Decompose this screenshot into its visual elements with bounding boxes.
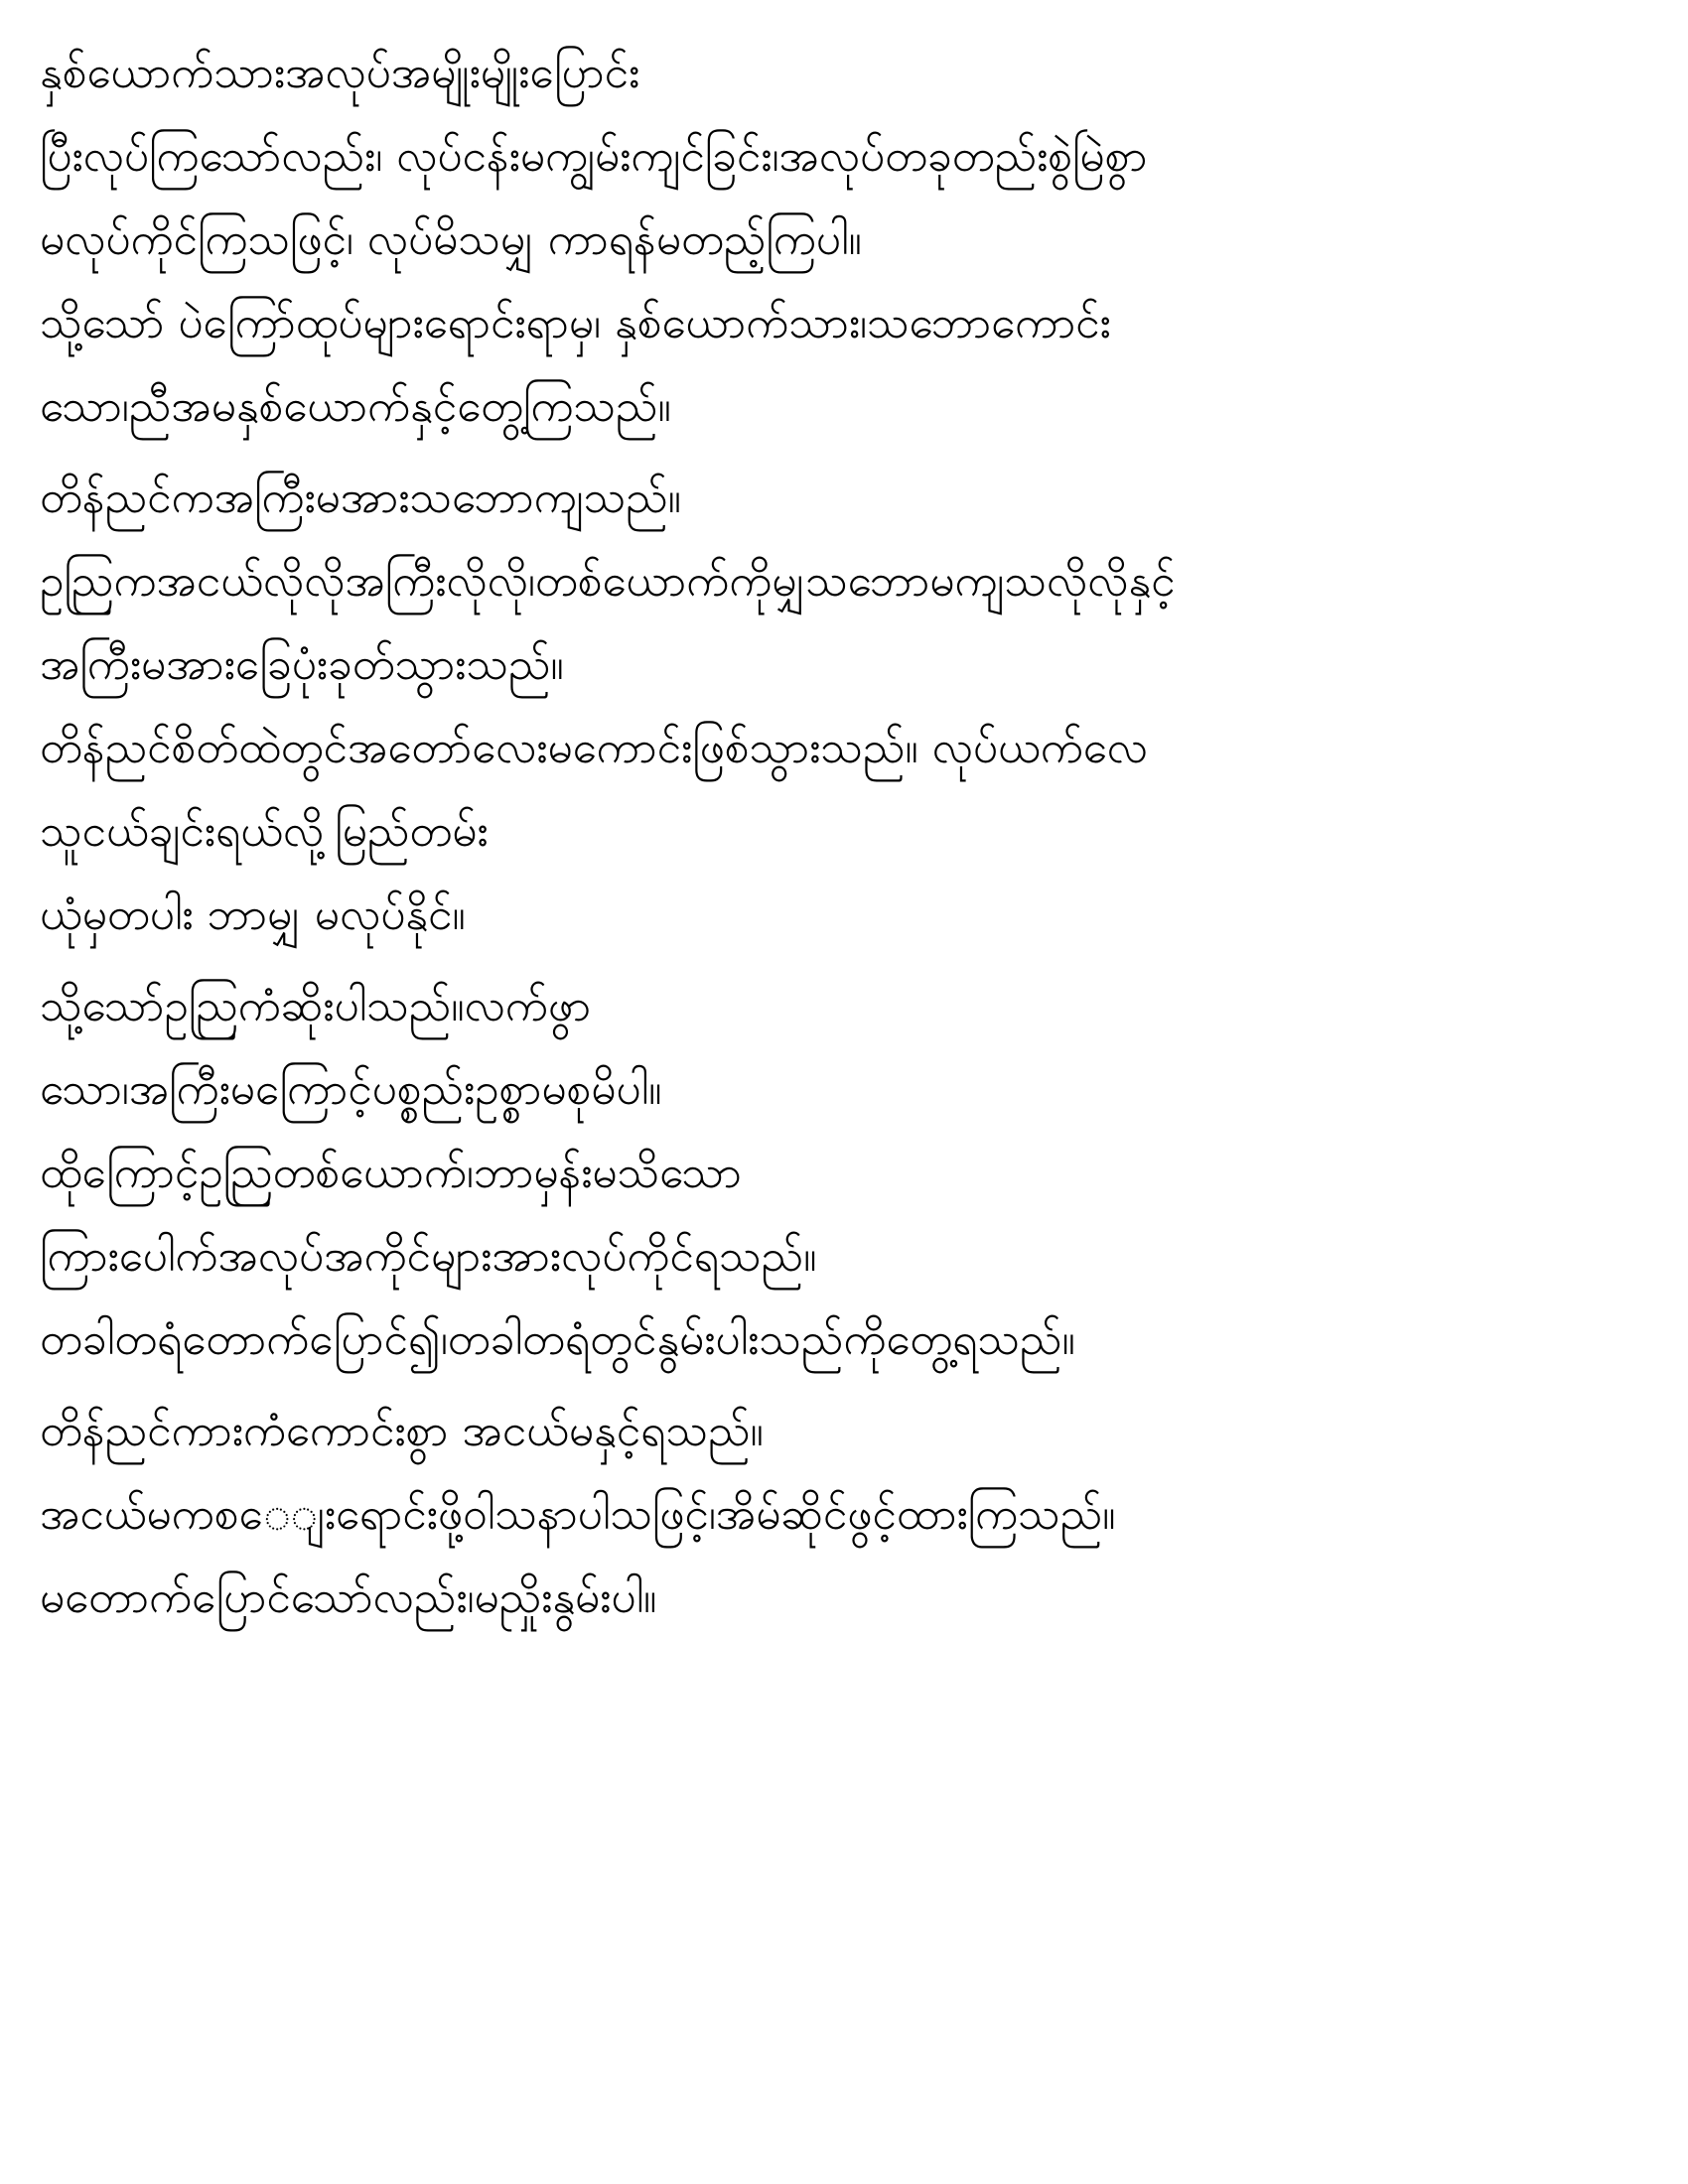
paragraph-gap xyxy=(40,449,1648,457)
story-text xyxy=(40,32,1648,1640)
paragraph-1 xyxy=(40,32,1648,449)
text-line: သော၊အကြီးမကြောင့်ပစ္စည်းဥစ္စာမစုမိပါ။ xyxy=(40,1064,662,1115)
text-line: ယုံမှတပါး ဘာမျှ မလုပ်နိုင်။ xyxy=(40,889,466,940)
paragraph-3 xyxy=(40,965,1648,1382)
text-line: သို့သော် ပဲကြော်ထုပ်များရောင်းရာမှ၊ နှစ်ယောက်သား၊သဘောကောင်း xyxy=(40,298,1111,348)
text-line: သော၊ညီအမနှစ်ယောက်နှင့်တွေ့ကြသည်။ xyxy=(40,381,671,432)
text-line: တိန်ညင်ကားကံကောင်းစွာ အငယ်မနှင့်ရသည်။ xyxy=(40,1406,764,1456)
text-line: သို့သော်ဥညြကံဆိုးပါသည်။လက်ဖွာ xyxy=(40,981,592,1031)
text-line: သူငယ်ချင်းရယ်လို့မြည်တမ်း xyxy=(40,806,489,857)
text-line: တိန်ညင်ကအကြီးမအားသဘောကျသည်။ xyxy=(40,473,681,523)
text-line: ထိုကြောင့်ဥညြတစ်ယောက်၊ဘာမှန်းမသိသော xyxy=(40,1148,742,1198)
text-line: တခါတရံတောက်ပြောင်၍၊တခါတရံတွင်နွမ်းပါးသည်ကိုတွေ့ရသည်။ xyxy=(40,1314,1075,1365)
text-line: ဥညြကအငယ်လိုလိုအကြီးလိုလို၊တစ်ယောက်ကိုမျှသဘောမကျသလိုလိုနှင့် xyxy=(40,556,1176,607)
paragraph-2 xyxy=(40,457,1648,957)
text-line: ကြားပေါက်အလုပ်အကိုင်များအားလုပ်ကိုင်ရသည်။ xyxy=(40,1231,817,1282)
text-line: မတောက်ပြောင်သော်လည်း၊မညှိုးနွမ်းပါ။ xyxy=(40,1572,657,1623)
text-line: နှစ်ယောက်သားအလုပ်အမျိုးမျိုးပြောင်း xyxy=(40,48,640,98)
paragraph-4 xyxy=(40,1390,1648,1640)
text-line: တိန်ညင်စိတ်ထဲတွင်အတော်လေးမကောင်းဖြစ်သွားသည်။ လုပ်ယက်လေ xyxy=(40,723,1148,773)
paragraph-gap xyxy=(40,1382,1648,1390)
text-line: ပြီးလုပ်ကြသော်လည်း၊ လုပ်ငန်းမကျွမ်းကျင်ခြင်း၊အလုပ်တခုတည်းစွဲမြဲစွာ xyxy=(40,131,1148,182)
text-line: မလုပ်ကိုင်ကြသဖြင့်၊ လုပ်မိသမျှ ကာရန်မတည့်ကြပါ။ xyxy=(40,214,862,265)
text-line: အကြီးမအားခြေပုံးခုတ်သွားသည်။ xyxy=(40,639,564,690)
paragraph-gap xyxy=(40,957,1648,965)
text-line: အငယ်မကစ‌ေျးရောင်းဖို့ဝါသနာပါသဖြင့်၊အိမ်ဆိုင်ဖွင့်ထားကြသည်။ xyxy=(40,1489,1116,1540)
